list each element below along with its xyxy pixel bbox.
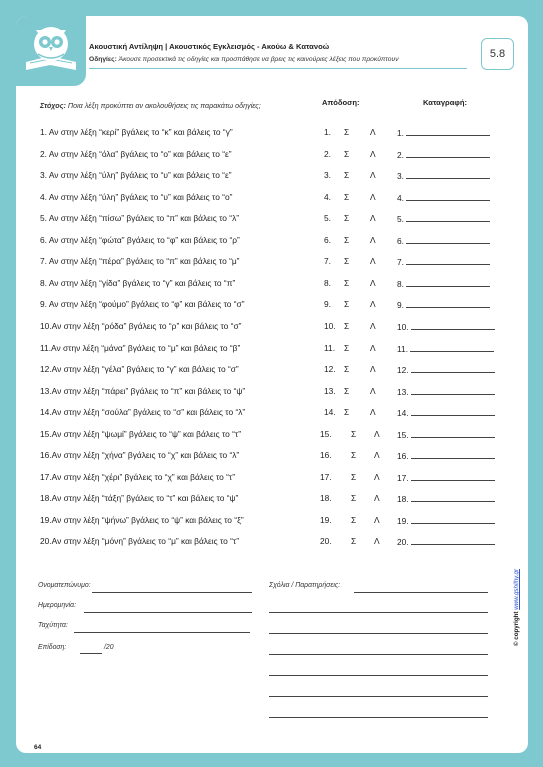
correct-option[interactable]: Σ — [351, 493, 357, 504]
comments-line-3[interactable] — [269, 633, 488, 634]
wrong-option[interactable]: Λ — [374, 514, 380, 525]
exercise-question: 8. Αν στην λέξη “γίδα” βγάλεις το “γ” και βάλεις το “π” — [40, 277, 236, 288]
exercise-row — [40, 192, 510, 206]
recording-field[interactable] — [397, 536, 495, 547]
exercise-row — [40, 127, 510, 141]
answer-blank[interactable] — [411, 364, 495, 373]
exercise-row — [40, 493, 510, 507]
answer-blank[interactable] — [406, 213, 490, 222]
performance-number: 3. — [324, 170, 331, 181]
page-header — [16, 16, 528, 72]
answer-blank[interactable] — [411, 429, 495, 438]
correct-option[interactable]: Σ — [351, 450, 357, 461]
exercise-row — [40, 450, 510, 464]
correct-option[interactable]: Σ — [351, 514, 357, 525]
copyright-text: © copyright — [513, 611, 520, 646]
recording-number: 2. — [397, 149, 404, 160]
wrong-option[interactable]: Λ — [370, 127, 376, 137]
correct-option[interactable]: Σ — [344, 277, 350, 288]
exercise-row — [40, 407, 510, 421]
name-field[interactable] — [92, 592, 252, 593]
recording-field[interactable] — [397, 429, 495, 440]
correct-option[interactable]: Σ — [351, 428, 357, 439]
recording-field[interactable] — [397, 278, 490, 289]
answer-blank[interactable] — [406, 149, 490, 158]
recording-number: 5. — [397, 214, 404, 225]
exercise-question: 10.Αν στην λέξη “ρόδα” βγάλεις το “ρ” και βάλεις το “σ” — [40, 320, 242, 331]
score-label: Επίδοση: — [38, 644, 67, 651]
answer-blank[interactable] — [411, 493, 495, 502]
exercise-number-badge: 5.8 — [481, 38, 514, 70]
correct-option[interactable]: Σ — [344, 148, 350, 159]
recording-field[interactable] — [397, 472, 495, 483]
exercise-row — [40, 149, 510, 163]
exercise-question: 20.Αν στην λέξη “μόνη” βγάλεις το “μ” και βάλεις το “τ” — [40, 536, 240, 547]
wrong-option[interactable]: Λ — [370, 191, 376, 202]
date-label: Ημερομηνία: — [38, 602, 76, 609]
wrong-option[interactable]: Λ — [370, 364, 376, 375]
exercise-row — [40, 472, 510, 486]
performance-number: 7. — [324, 256, 331, 267]
logo-background — [16, 16, 86, 86]
performance-number: 17. — [320, 471, 332, 482]
performance-number: 5. — [324, 213, 331, 224]
recording-number: 11. — [397, 343, 409, 354]
name-label: Ονοματεπώνυμο: — [38, 582, 91, 589]
recording-field[interactable] — [397, 493, 495, 504]
exercise-question: 7. Αν στην λέξη “πέρα” βγάλεις το “π” και βάλεις το “μ” — [40, 256, 240, 267]
wrong-option[interactable]: Λ — [370, 256, 376, 267]
answer-blank[interactable] — [411, 472, 495, 481]
exercise-row — [40, 235, 510, 249]
recording-number: 20. — [397, 537, 409, 548]
wrong-option[interactable]: Λ — [370, 407, 376, 418]
recording-field[interactable] — [397, 235, 490, 246]
answer-blank[interactable] — [406, 278, 490, 287]
exercise-row — [40, 299, 510, 313]
exercise-row — [40, 256, 510, 270]
correct-option[interactable]: Σ — [344, 407, 350, 418]
recording-number: 8. — [397, 278, 404, 289]
correct-option[interactable]: Σ — [344, 385, 350, 396]
recording-number: 17. — [397, 472, 409, 483]
recording-field[interactable] — [397, 170, 490, 181]
performance-number: 2. — [324, 148, 331, 159]
exercise-question: 4. Αν στην λέξη “ύλη” βγάλεις το “υ” και βάλεις το “ο” — [40, 191, 233, 202]
correct-option[interactable]: Σ — [351, 471, 357, 482]
correct-option[interactable]: Σ — [344, 256, 350, 267]
recording-field[interactable] — [397, 192, 490, 203]
exercise-question: 11.Αν στην λέξη “μάνα” βγάλεις το “μ” και βάλεις το “β” — [40, 342, 241, 353]
instructions-label: Οδηγίες: — [89, 56, 117, 63]
recording-number: 16. — [397, 451, 409, 462]
recording-column-header: Καταγραφή: — [423, 98, 468, 107]
goal-section — [40, 98, 270, 113]
performance-number: 15. — [320, 428, 332, 439]
answer-blank[interactable] — [406, 235, 490, 244]
performance-number: 8. — [324, 277, 331, 288]
page-number: 64 — [34, 744, 42, 751]
score-field[interactable] — [80, 653, 102, 654]
performance-number: 18. — [320, 493, 332, 504]
performance-number: 4. — [324, 191, 331, 202]
comments-line-2[interactable] — [269, 612, 488, 613]
performance-number: 14. — [324, 407, 336, 418]
exercise-question: 17.Αν στην λέξη “χέρι” βγάλεις το “χ” και βάλεις το “τ” — [40, 471, 236, 482]
exercise-row — [40, 515, 510, 529]
recording-number: 14. — [397, 408, 409, 419]
correct-option[interactable]: Σ — [344, 234, 350, 245]
correct-option[interactable]: Σ — [344, 191, 350, 202]
wrong-option[interactable]: Λ — [374, 493, 380, 504]
instructions-text: Άκουσε προσεκτικά τις οδηγίες και προσπάθησε να βρεις τις καινούριες λέξεις που προκύπτουν — [118, 56, 399, 63]
wrong-option[interactable]: Λ — [370, 320, 376, 331]
exercise-question: 14.Αν στην λέξη “σούλα” βγάλεις το “σ” και βάλεις το “λ” — [40, 407, 246, 418]
owl-logo-icon — [20, 18, 82, 80]
header-title: Ακουστική Αντίληψη | Ακουστικός Εγκλεισμός - Ακούω & Κατανοώ — [89, 42, 330, 51]
comments-line-4[interactable] — [269, 654, 488, 655]
exercise-question: 13.Αν στην λέξη “πάρει” βγάλεις το “π” και βάλεις το “ψ” — [40, 385, 246, 396]
answer-blank[interactable] — [411, 386, 495, 395]
recording-field[interactable] — [397, 127, 490, 138]
recording-number: 6. — [397, 235, 404, 246]
exercise-question: 16.Αν στην λέξη “χήνα” βγάλεις το “χ” και βάλεις το “λ” — [40, 450, 240, 461]
performance-number: 19. — [320, 514, 332, 525]
comments-line-7[interactable] — [269, 717, 488, 718]
recording-number: 18. — [397, 494, 409, 505]
answer-blank[interactable] — [406, 170, 490, 179]
correct-option[interactable]: Σ — [344, 213, 350, 224]
wrong-option[interactable]: Λ — [370, 213, 376, 224]
exercise-question: 19.Αν στην λέξη “ψήνω” βγάλεις το “ψ” και βάλεις το “ξ” — [40, 514, 244, 525]
wrong-option[interactable]: Λ — [374, 450, 380, 461]
wrong-option[interactable]: Λ — [374, 536, 380, 547]
copyright-link[interactable]: www.gshllhy.gr — [513, 568, 520, 610]
exercise-question: 15.Αν στην λέξη “ψωμί” βγάλεις το “ψ” και βάλεις το “τ” — [40, 428, 242, 439]
recording-number: 19. — [397, 515, 409, 526]
exercise-question: 9. Αν στην λέξη “φούμο” βγάλεις το “φ” και βάλεις το “σ” — [40, 299, 245, 310]
goal-label: Στόχος: — [40, 101, 66, 110]
correct-option[interactable]: Σ — [351, 536, 357, 547]
exercise-row — [40, 386, 510, 400]
exercise-row — [40, 364, 510, 378]
recording-field[interactable] — [397, 256, 490, 267]
correct-option[interactable]: Σ — [344, 299, 350, 310]
recording-field[interactable] — [397, 299, 490, 310]
performance-number: 20. — [320, 536, 332, 547]
recording-field[interactable] — [397, 149, 490, 160]
performance-number: 16. — [320, 450, 332, 461]
performance-number: 9. — [324, 299, 331, 310]
header-instructions — [89, 56, 399, 63]
recording-field[interactable] — [397, 407, 495, 418]
recording-field[interactable] — [397, 343, 494, 354]
wrong-option[interactable]: Λ — [370, 148, 376, 159]
exercise-row — [40, 278, 510, 292]
correct-option[interactable]: Σ — [344, 127, 350, 137]
wrong-option[interactable]: Λ — [374, 428, 380, 439]
recording-field[interactable] — [397, 364, 495, 375]
recording-number: 4. — [397, 192, 404, 203]
answer-blank[interactable] — [406, 192, 490, 201]
performance-number: 12. — [324, 364, 336, 375]
exercise-row — [40, 343, 510, 357]
recording-number: 15. — [397, 429, 409, 440]
performance-number: 6. — [324, 234, 331, 245]
performance-column-header: Απόδοση: — [322, 98, 360, 107]
answer-blank[interactable] — [411, 321, 495, 330]
wrong-option[interactable]: Λ — [374, 471, 380, 482]
comments-label: Σχόλια / Παρατηρήσεις: — [269, 582, 341, 589]
answer-blank[interactable] — [406, 256, 490, 265]
recording-number: 1. — [397, 128, 404, 138]
recording-number: 3. — [397, 171, 404, 182]
performance-number: 10. — [324, 320, 336, 331]
recording-number: 10. — [397, 321, 409, 332]
answer-blank[interactable] — [411, 515, 495, 524]
recording-number: 12. — [397, 365, 409, 376]
comments-line-1[interactable] — [354, 592, 488, 593]
recording-field[interactable] — [397, 515, 495, 526]
score-total: /20 — [104, 644, 114, 651]
wrong-option[interactable]: Λ — [370, 385, 376, 396]
exercise-question: 6. Αν στην λέξη “φώτα” βγάλεις το “φ” και βάλεις το “ρ” — [40, 234, 240, 245]
exercise-question: 2. Αν στην λέξη “όλα” βγάλεις το “ο” και βάλεις το “ε” — [40, 148, 232, 159]
recording-number: 13. — [397, 386, 409, 397]
worksheet-page — [16, 16, 528, 753]
exercise-row — [40, 429, 510, 443]
recording-field[interactable] — [397, 321, 495, 332]
wrong-option[interactable]: Λ — [370, 342, 376, 353]
answer-blank[interactable] — [411, 407, 495, 416]
correct-option[interactable]: Σ — [344, 364, 350, 375]
class-label: Ταχύτητα: — [38, 622, 68, 629]
class-field[interactable] — [74, 632, 250, 633]
wrong-option[interactable]: Λ — [370, 299, 376, 310]
recording-field[interactable] — [397, 213, 490, 224]
exercise-question: 18.Αν στην λέξη “τάξη” βγάλεις το “τ” και βάλεις το “ψ” — [40, 493, 239, 504]
correct-option[interactable]: Σ — [344, 342, 350, 353]
comments-line-5[interactable] — [269, 675, 488, 676]
recording-field[interactable] — [397, 450, 495, 461]
answer-blank[interactable] — [410, 343, 494, 352]
wrong-option[interactable]: Λ — [370, 277, 376, 288]
goal-text: Ποια λέξη προκύπτει αν ακολουθήσεις τις παρακάτω οδηγίες; — [67, 101, 261, 110]
recording-number: 7. — [397, 257, 404, 268]
date-field[interactable] — [84, 612, 252, 613]
performance-number: 13. — [324, 385, 336, 396]
performance-number: 1. — [324, 127, 331, 137]
exercise-question: 3. Αν στην λέξη “ύλη” βγάλεις το “υ” και βάλεις το “ε” — [40, 170, 232, 181]
wrong-option[interactable]: Λ — [370, 170, 376, 181]
header-divider — [89, 68, 467, 69]
correct-option[interactable]: Σ — [344, 320, 350, 331]
exercise-question: 12.Αν στην λέξη “γέλα” βγάλεις το “γ” και βάλεις το “σ” — [40, 364, 239, 375]
copyright-notice — [513, 569, 520, 646]
exercise-question: 5. Αν στην λέξη “πίσω” βγάλεις το “π” και βάλεις το “λ” — [40, 213, 240, 224]
answer-blank[interactable] — [406, 299, 490, 308]
recording-field[interactable] — [397, 386, 495, 397]
answer-blank[interactable] — [411, 536, 495, 545]
exercise-row — [40, 536, 510, 550]
answer-blank[interactable] — [406, 127, 490, 136]
wrong-option[interactable]: Λ — [370, 234, 376, 245]
exercise-row — [40, 170, 510, 184]
correct-option[interactable]: Σ — [344, 170, 350, 181]
exercise-question: 1. Αν στην λέξη “κερί” βγάλεις το “κ” και βάλεις το “γ” — [40, 127, 233, 137]
recording-number: 9. — [397, 300, 404, 311]
comments-line-6[interactable] — [269, 696, 488, 697]
performance-number: 11. — [324, 342, 336, 353]
exercise-row — [40, 213, 510, 227]
answer-blank[interactable] — [411, 450, 495, 459]
exercise-row — [40, 321, 510, 335]
